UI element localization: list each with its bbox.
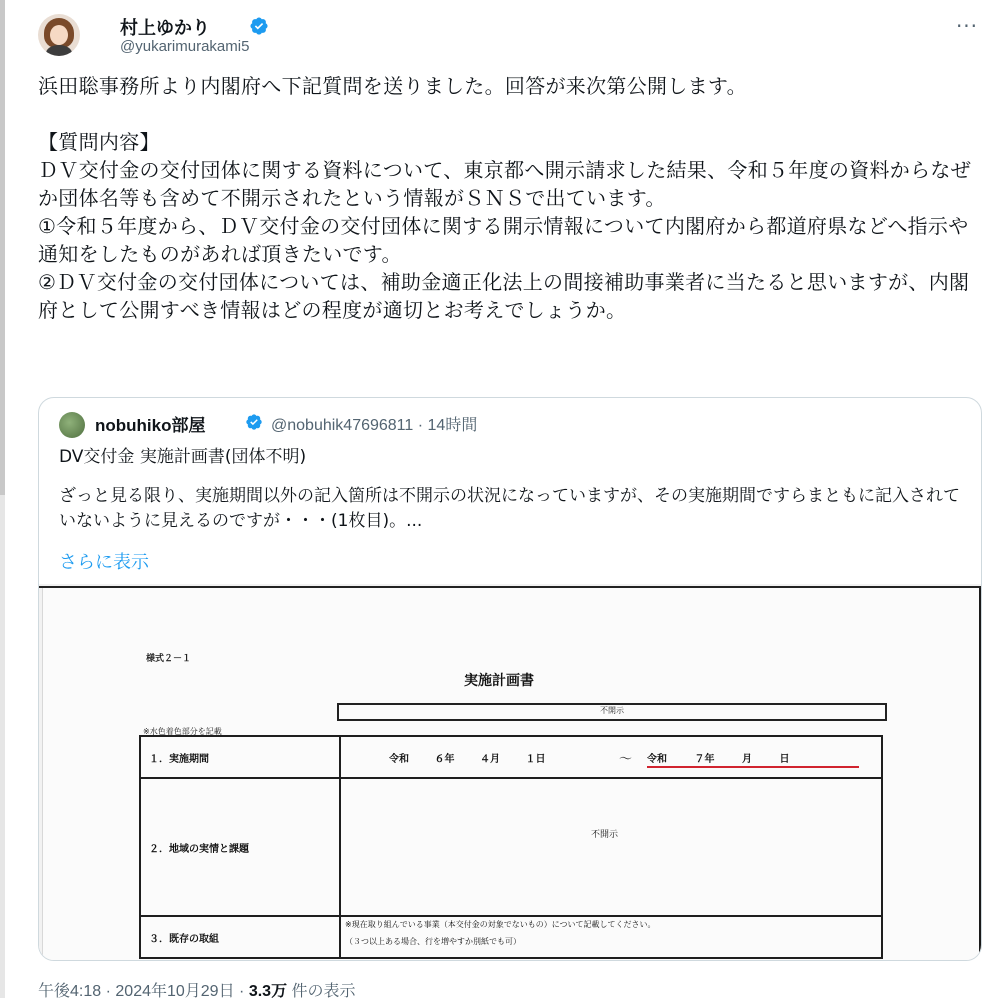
page-scrollbar[interactable] [0,0,5,998]
tweet-text: 浜田聡事務所より内閣府へ下記質問を送りました。回答が来次第公開します。 【質問内容】 ＤＶ交付金の交付団体に関する資料について、東京都へ開示請求した結果、令和５年度の資料からなぜか団体名等も含めて不開示されたという情報がＳＮＳで出ています。 ①令和５年度から、ＤＶ交付金の交付団体に関する開示情報について内閣府から都道府県などへ指示や通知をしたものがあれば頂きたいです。 ②ＤＶ交付金の交付団体については、補助金適正化法上の間接補助事業者に当たると思いますが、内閣府として公開すべき情報はどの程度が適切とお考えでしょうか。 [38,74,971,322]
quoted-tweet-card[interactable] [38,397,982,961]
region-value-cell [340,778,882,916]
more-options-icon[interactable]: ··· [955,14,979,38]
period-end: 令和 ７年 月 日 [647,754,790,765]
footer-separator: · [105,983,111,1000]
table-row [140,778,882,916]
quote-text: ざっと見る限り、実施期間以外の記入箇所は不開示の状況になっていますが、その実施期間ですらまともに記入されていないように見えるのですが・・・(1枚目)。... [59,486,960,531]
table-row [140,736,882,778]
quote-meta [271,412,477,435]
period-start: 令和 ６年 ４月 １日 [389,754,546,765]
quote-display-name[interactable]: nobuhiko部屋 [95,416,206,435]
existing-note-2: （３つ以上ある場合、行を増やすか別紙でも可） [345,937,521,946]
post-date[interactable]: 2024年10月29日 [115,983,235,1000]
period-tilde: ～ [619,752,633,767]
scrollbar-thumb[interactable] [0,0,5,495]
quote-verified-badge-icon [245,413,263,431]
existing-note-1: ※現在取り組んでいる事業（本交付金の対象でないもの）について記載してください。 [345,920,656,929]
document-note: ※水色着色部分を記載 [143,727,222,736]
quote-separator: · [417,417,424,434]
table-row [140,916,882,958]
quote-timestamp[interactable]: 14時間 [427,417,478,434]
post-time[interactable]: 午後4:18 [38,983,102,1000]
view-count: 3.3万 [248,983,288,1000]
show-more-link[interactable]: さらに表示 [59,552,149,573]
period-value-cell [340,736,882,778]
undisclosed-label: 不開示 [600,706,624,715]
period-label: １．実施期間 [140,736,340,778]
document-title: 実施計画書 [464,673,534,689]
quote-handle[interactable]: @nobuhik47696811 [271,417,414,434]
document-form-number: 様式２－１ [146,654,192,664]
avatar[interactable] [38,14,80,56]
avatar-body [46,45,72,56]
author-handle[interactable]: @yukarimurakami5 [120,38,250,55]
region-value: 不開示 [591,830,619,840]
verified-badge-icon [249,16,269,36]
author-display-name[interactable]: 村上ゆかり [120,18,210,38]
region-label: ２．地域の実情と課題 [140,778,340,916]
quote-title: DV交付金 実施計画書(団体不明) [59,447,307,467]
red-underline [647,766,859,768]
existing-value-cell [340,916,882,958]
attached-document-image[interactable] [39,584,981,960]
plan-table [139,735,883,959]
view-count-label: 件の表示 [291,983,356,1000]
avatar-face [50,25,68,45]
document-top-border [39,586,981,588]
footer-separator: · [239,983,245,1000]
existing-label: ３．既存の取組 [140,916,340,958]
quote-avatar[interactable] [59,412,85,438]
undisclosed-box [337,703,887,721]
